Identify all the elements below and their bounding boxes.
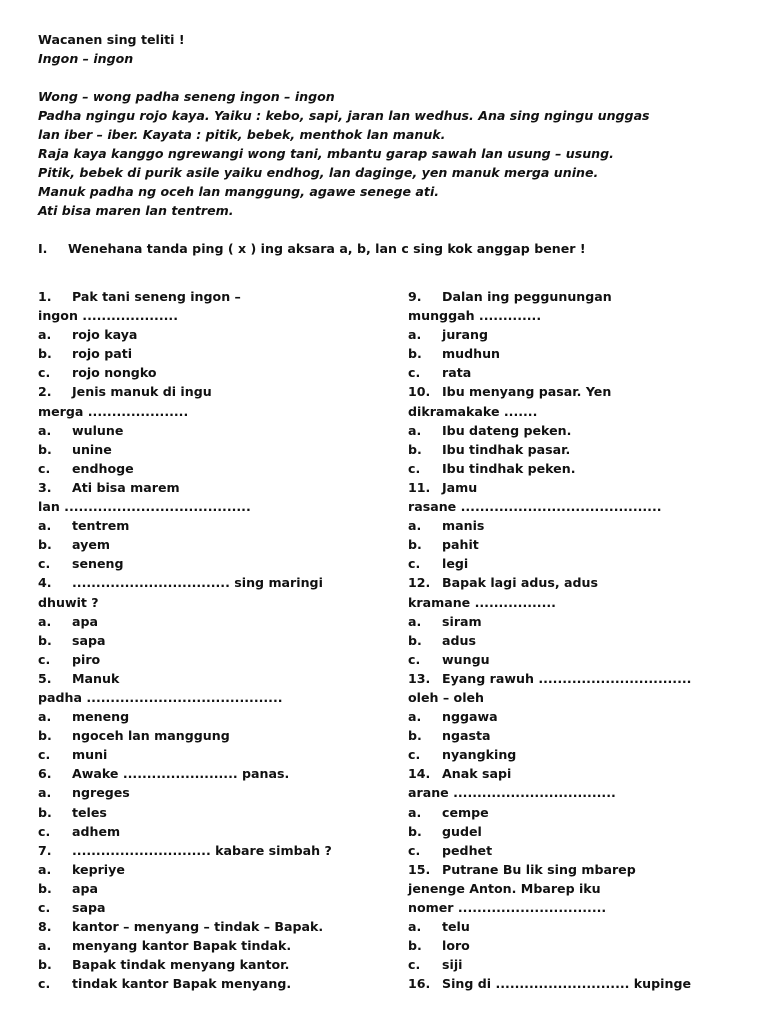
question-number: 2. xyxy=(38,384,52,400)
answer-option xyxy=(408,365,691,384)
question-line xyxy=(38,843,332,862)
option-letter: c. xyxy=(408,747,421,763)
option-text: endhoge xyxy=(72,460,134,476)
section-instruction-text: Wenehana tanda ping ( x ) ing aksara a, b, lan c sing kok anggap bener ! xyxy=(68,241,586,256)
question-text: nomer ............................... xyxy=(408,900,607,915)
question-text: dhuwit ? xyxy=(38,594,99,610)
answer-option xyxy=(38,938,332,957)
question-line xyxy=(408,785,691,804)
option-text: rojo nongko xyxy=(72,365,157,381)
question-line xyxy=(408,671,691,690)
answer-option xyxy=(408,614,691,633)
question-line xyxy=(38,595,332,614)
answer-option xyxy=(408,747,691,766)
passage-line: lan iber – iber. Kayata : pitik, bebek, menthok lan manuk. xyxy=(38,127,446,142)
option-text: wungu xyxy=(442,651,490,667)
option-letter: b. xyxy=(408,823,422,839)
answer-option xyxy=(38,518,332,537)
passage-line: Wong – wong padha seneng ingon – ingon xyxy=(38,89,335,104)
question-number: 5. xyxy=(38,670,52,686)
passage-line: Raja kaya kanggo ngrewangi wong tani, mbantu garap sawah lan usung – usung. xyxy=(38,146,614,161)
answer-option xyxy=(38,900,332,919)
passage-title: Ingon – ingon xyxy=(38,51,134,66)
option-letter: b. xyxy=(408,346,422,362)
option-text: rata xyxy=(442,365,472,381)
option-text: adus xyxy=(442,632,476,648)
option-letter: c. xyxy=(38,556,51,572)
question-line xyxy=(38,766,332,785)
question-column-right xyxy=(408,289,691,995)
option-letter: b. xyxy=(38,346,52,362)
option-letter: a. xyxy=(408,804,422,820)
answer-option xyxy=(38,862,332,881)
answer-option xyxy=(38,805,332,824)
option-text: nyangking xyxy=(442,747,517,763)
question-text: Ati bisa marem xyxy=(72,479,180,495)
question-text: Jenis manuk di ingu xyxy=(72,384,212,400)
question-column-left xyxy=(38,289,332,995)
option-text: gudel xyxy=(442,823,482,839)
answer-option xyxy=(38,461,332,480)
option-letter: c. xyxy=(38,651,51,667)
question-text: oleh – oleh xyxy=(408,689,485,705)
question-text: Anak sapi xyxy=(442,766,512,782)
option-text: Bapak tindak menyang kantor. xyxy=(72,957,290,973)
answer-option xyxy=(38,976,332,995)
passage-line: Manuk padha ng oceh lan manggung, agawe senege ati. xyxy=(38,184,440,199)
option-text: adhem xyxy=(72,823,121,839)
question-text: Awake ........................ panas. xyxy=(72,766,290,782)
section-instruction xyxy=(38,241,586,257)
option-text: seneng xyxy=(72,556,124,572)
question-text: kramane ................. xyxy=(408,594,556,610)
option-letter: a. xyxy=(408,709,422,725)
option-text: siji xyxy=(442,957,463,973)
answer-option xyxy=(408,556,691,575)
question-line xyxy=(408,575,691,594)
question-text: jenenge Anton. Mbarep iku xyxy=(408,880,601,896)
option-text: Ibu dateng peken. xyxy=(442,422,572,438)
question-text: padha ......................................... xyxy=(38,689,283,705)
answer-option xyxy=(38,537,332,556)
question-text: Putrane Bu lik sing mbarep xyxy=(442,861,636,877)
option-letter: c. xyxy=(38,823,51,839)
question-text: ............................. kabare simbah ? xyxy=(72,842,332,858)
question-line xyxy=(408,976,691,995)
option-text: apa xyxy=(72,613,99,629)
option-letter: b. xyxy=(408,632,422,648)
answer-option xyxy=(408,843,691,862)
option-letter: c. xyxy=(408,365,421,381)
question-line xyxy=(38,384,332,403)
option-letter: b. xyxy=(408,537,422,553)
option-text: jurang xyxy=(442,327,488,343)
answer-option xyxy=(408,327,691,346)
answer-option xyxy=(38,652,332,671)
option-text: telu xyxy=(442,919,470,935)
option-letter: c. xyxy=(38,900,51,915)
option-letter: b. xyxy=(38,441,52,457)
option-letter: b. xyxy=(38,957,52,973)
option-text: Ibu tindhak pasar. xyxy=(442,441,571,457)
question-line xyxy=(408,289,691,308)
answer-option xyxy=(38,824,332,843)
question-line xyxy=(408,690,691,709)
answer-option xyxy=(408,805,691,824)
answer-option xyxy=(38,365,332,384)
option-letter: a. xyxy=(38,709,52,725)
question-text: lan ....................................... xyxy=(38,499,251,515)
option-text: manis xyxy=(442,518,485,534)
option-letter: c. xyxy=(38,976,51,992)
question-line xyxy=(38,289,332,308)
question-line xyxy=(408,499,691,518)
question-text: kantor – menyang – tindak – Bapak. xyxy=(72,919,324,935)
answer-option xyxy=(408,728,691,747)
question-line xyxy=(408,308,691,327)
answer-option xyxy=(38,785,332,804)
option-letter: c. xyxy=(408,957,421,973)
option-letter: b. xyxy=(38,804,52,820)
option-text: mudhun xyxy=(442,346,501,362)
answer-option xyxy=(38,747,332,766)
answer-option xyxy=(38,556,332,575)
option-letter: b. xyxy=(408,938,422,954)
option-letter: a. xyxy=(38,785,52,801)
option-letter: a. xyxy=(408,613,422,629)
question-line xyxy=(38,404,332,423)
option-text: rojo pati xyxy=(72,346,133,362)
answer-option xyxy=(408,346,691,365)
question-text: rasane .......................................... xyxy=(408,499,662,515)
option-letter: a. xyxy=(408,518,422,534)
option-letter: a. xyxy=(38,422,52,438)
option-text: loro xyxy=(442,938,470,954)
question-line xyxy=(408,862,691,881)
question-number: 1. xyxy=(38,289,52,304)
option-text: pedhet xyxy=(442,842,493,858)
answer-option xyxy=(408,537,691,556)
question-text: Ibu menyang pasar. Yen xyxy=(442,384,612,400)
option-text: kepriye xyxy=(72,861,125,877)
option-text: menyang kantor Bapak tindak. xyxy=(72,938,292,954)
question-text: dikramakake ....... xyxy=(408,403,538,419)
question-number: 9. xyxy=(408,289,422,304)
answer-option xyxy=(408,518,691,537)
question-number: 8. xyxy=(38,919,52,935)
option-text: ngasta xyxy=(442,728,491,744)
option-text: apa xyxy=(72,880,99,896)
question-text: Pak tani seneng ingon – xyxy=(72,289,241,304)
question-text: Dalan ing peggunungan xyxy=(442,289,612,304)
option-text: ayem xyxy=(72,537,110,553)
question-line xyxy=(408,595,691,614)
question-line xyxy=(38,671,332,690)
answer-option xyxy=(408,461,691,480)
question-number: 3. xyxy=(38,479,52,495)
answer-option xyxy=(38,728,332,747)
option-text: rojo kaya xyxy=(72,327,138,343)
option-letter: a. xyxy=(38,613,52,629)
question-number: 12. xyxy=(408,575,431,591)
option-letter: a. xyxy=(408,422,422,438)
question-text: arane .................................. xyxy=(408,785,616,801)
question-line xyxy=(408,480,691,499)
option-text: cempe xyxy=(442,804,489,820)
question-text: ................................. sing maringi xyxy=(72,575,323,591)
question-line xyxy=(38,575,332,594)
question-number: 7. xyxy=(38,842,52,858)
option-text: tentrem xyxy=(72,518,130,534)
option-text: legi xyxy=(442,556,469,572)
option-text: wulune xyxy=(72,422,124,438)
question-number: 11. xyxy=(408,479,431,495)
option-text: sapa xyxy=(72,900,106,915)
question-text: munggah ............. xyxy=(408,308,542,324)
question-text: Eyang rawuh ................................ xyxy=(442,670,692,686)
option-letter: b. xyxy=(408,728,422,744)
option-letter: b. xyxy=(38,632,52,648)
option-letter: a. xyxy=(408,327,422,343)
answer-option xyxy=(38,957,332,976)
passage-line: Pitik, bebek di purik asile yaiku endhog, lan daginge, yen manuk merga unine. xyxy=(38,165,599,180)
option-text: tindak kantor Bapak menyang. xyxy=(72,976,292,992)
option-letter: b. xyxy=(38,880,52,896)
question-line xyxy=(408,766,691,785)
option-letter: a. xyxy=(38,518,52,534)
answer-option xyxy=(38,423,332,442)
option-letter: a. xyxy=(38,938,52,954)
question-text: Manuk xyxy=(72,670,120,686)
question-line xyxy=(38,919,332,938)
question-number: 10. xyxy=(408,384,431,400)
question-line xyxy=(38,480,332,499)
option-letter: b. xyxy=(408,441,422,457)
answer-option xyxy=(408,938,691,957)
option-letter: c. xyxy=(38,747,51,763)
answer-option xyxy=(408,442,691,461)
question-text: Sing di ............................ kupinge xyxy=(442,976,692,992)
option-text: ngoceh lan manggung xyxy=(72,728,230,744)
option-text: siram xyxy=(442,613,482,629)
answer-option xyxy=(38,709,332,728)
option-letter: a. xyxy=(38,861,52,877)
option-letter: c. xyxy=(408,842,421,858)
option-text: piro xyxy=(72,651,101,667)
question-number: 13. xyxy=(408,670,431,686)
question-number: 4. xyxy=(38,575,52,591)
option-text: teles xyxy=(72,804,107,820)
question-text: merga ..................... xyxy=(38,403,189,419)
answer-option xyxy=(408,652,691,671)
option-letter: c. xyxy=(408,556,421,572)
question-line xyxy=(38,690,332,709)
instruction-read: Wacanen sing teliti ! xyxy=(38,32,185,47)
option-letter: c. xyxy=(38,365,51,381)
answer-option xyxy=(408,919,691,938)
answer-option xyxy=(408,824,691,843)
section-number: I. xyxy=(38,241,48,256)
answer-option xyxy=(408,957,691,976)
passage-line: Padha ngingu rojo kaya. Yaiku : kebo, sapi, jaran lan wedhus. Ana sing ngingu unggas xyxy=(38,108,650,123)
question-line xyxy=(38,499,332,518)
answer-option xyxy=(38,881,332,900)
answer-option xyxy=(408,709,691,728)
option-letter: a. xyxy=(38,327,52,343)
option-text: sapa xyxy=(72,632,106,648)
option-letter: b. xyxy=(38,728,52,744)
question-line xyxy=(408,404,691,423)
option-letter: c. xyxy=(38,460,51,476)
option-text: nggawa xyxy=(442,709,498,725)
answer-option xyxy=(38,442,332,461)
option-text: ngreges xyxy=(72,785,130,801)
option-letter: c. xyxy=(408,460,421,476)
answer-option xyxy=(408,633,691,652)
question-text: Bapak lagi adus, adus xyxy=(442,575,599,591)
question-number: 15. xyxy=(408,861,431,877)
option-text: meneng xyxy=(72,709,130,725)
answer-option xyxy=(38,633,332,652)
question-line xyxy=(38,308,332,327)
answer-option xyxy=(38,346,332,365)
option-letter: b. xyxy=(38,537,52,553)
answer-option xyxy=(38,614,332,633)
question-line xyxy=(408,384,691,403)
option-text: unine xyxy=(72,441,112,457)
question-number: 16. xyxy=(408,976,431,992)
option-text: pahit xyxy=(442,537,479,553)
question-line xyxy=(408,881,691,900)
option-text: Ibu tindhak peken. xyxy=(442,460,576,476)
question-text: ingon .................... xyxy=(38,308,178,324)
question-line xyxy=(408,900,691,919)
answer-option xyxy=(408,423,691,442)
question-text: Jamu xyxy=(442,479,478,495)
option-text: muni xyxy=(72,747,108,763)
option-letter: c. xyxy=(408,651,421,667)
passage-line: Ati bisa maren lan tentrem. xyxy=(38,203,234,218)
question-number: 6. xyxy=(38,766,52,782)
answer-option xyxy=(38,327,332,346)
option-letter: a. xyxy=(408,919,422,935)
question-number: 14. xyxy=(408,766,431,782)
